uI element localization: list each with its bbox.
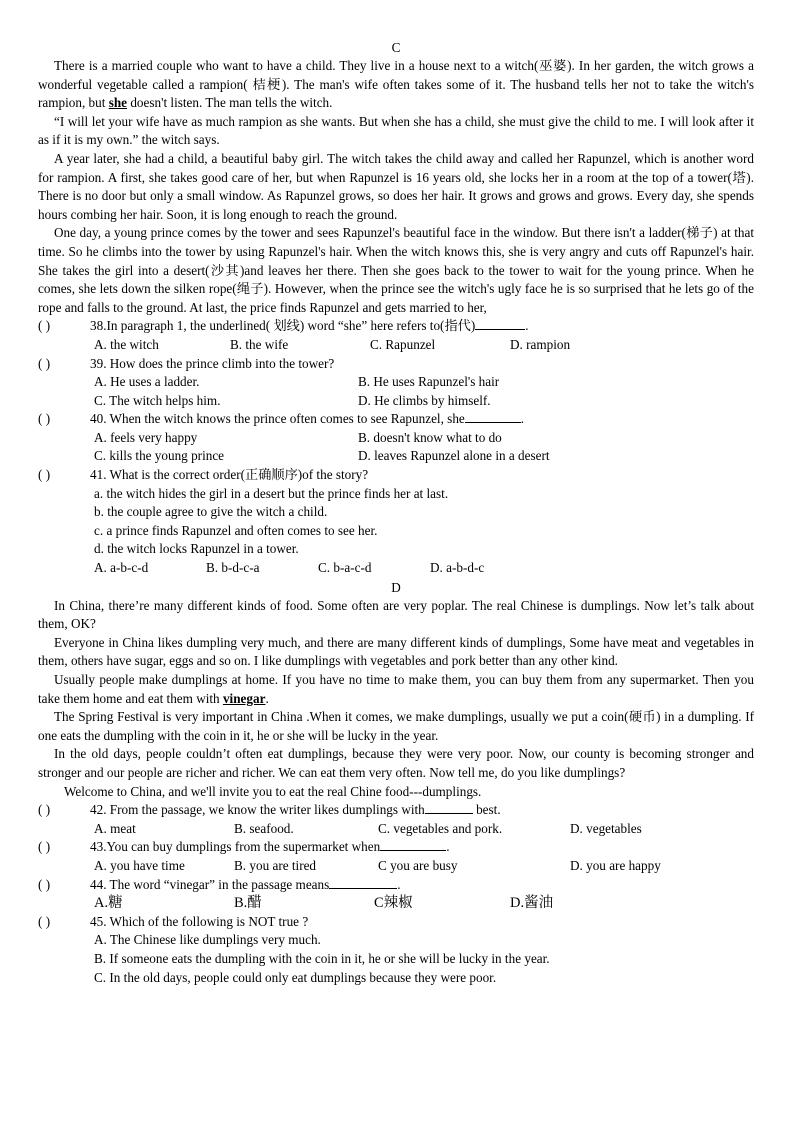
option-d: D. leaves Rapunzel alone in a desert bbox=[358, 448, 550, 464]
option-a: A. meat bbox=[94, 820, 136, 836]
fill-blank bbox=[425, 801, 473, 814]
options-41 bbox=[38, 559, 754, 578]
answer-blank[interactable]: ( ) bbox=[38, 802, 51, 818]
paragraph-text: Usually people make dumplings at home. If you have no time to make them, you can buy them from any supermarket. Then you take them home and eat them with bbox=[38, 672, 754, 706]
question-text: 41. What is the correct order(正确顺序)of the story? bbox=[90, 467, 369, 483]
options-42 bbox=[38, 820, 754, 839]
option-a: A. The Chinese like dumplings very much. bbox=[94, 932, 321, 948]
fill-blank bbox=[465, 410, 521, 423]
question-text: 44. The word “vinegar” in the passage means bbox=[90, 876, 330, 892]
option-b: B. you are tired bbox=[234, 857, 317, 873]
option-d: D. you are happy bbox=[570, 857, 661, 873]
answer-blank[interactable]: ( ) bbox=[38, 411, 51, 427]
passage-d-paragraph-6: Welcome to China, and we'll invite you to eat the real Chine food---dumplings. bbox=[64, 783, 482, 799]
story-event-d: d. the witch locks Rapunzel in a tower. bbox=[94, 541, 299, 557]
question-text: 43.You can buy dumplings from the supermarket when bbox=[90, 839, 381, 855]
question-end: . bbox=[397, 876, 401, 892]
option-b: B. doesn't know what to do bbox=[358, 429, 502, 445]
paragraph-text: There is a married couple who want to have a child. They live in a house next to a witch(巫婆). In her garden, the witch grows a wonderful vegetable called a rampion( 桔梗). The man's wife often takes some of it. The husband tells her not to take the witch's rampion, but bbox=[38, 58, 754, 111]
fill-blank bbox=[329, 876, 397, 889]
answer-blank[interactable]: ( ) bbox=[38, 876, 51, 892]
paragraph-text-end: doesn't listen. The man tells the witch. bbox=[130, 95, 333, 111]
question-39 bbox=[38, 355, 754, 374]
option-b: B. the wife bbox=[230, 336, 289, 352]
question-43 bbox=[38, 838, 754, 857]
option-b: B. If someone eats the dumpling with the coin in it, he or she will be lucky in the year. bbox=[94, 950, 550, 966]
option-a: A. a-b-c-d bbox=[94, 560, 149, 576]
answer-blank[interactable]: ( ) bbox=[38, 839, 51, 855]
question-40 bbox=[38, 410, 754, 429]
question-end: . bbox=[446, 839, 450, 855]
option-c: C. The witch helps him. bbox=[94, 392, 221, 408]
question-41 bbox=[38, 466, 754, 485]
option-d: D. rampion bbox=[510, 336, 571, 352]
fill-blank bbox=[475, 317, 525, 330]
option-d: D.酱油 bbox=[510, 895, 554, 912]
question-38 bbox=[38, 317, 754, 336]
options-43 bbox=[38, 857, 754, 876]
option-c: C. In the old days, people could only eat dumplings because they were poor. bbox=[94, 969, 497, 985]
underlined-word-she: she bbox=[108, 95, 128, 111]
paragraph-text-end: . bbox=[265, 690, 269, 706]
question-42 bbox=[38, 801, 754, 820]
section-d-title: D bbox=[391, 579, 401, 595]
option-d: D. vegetables bbox=[570, 820, 642, 836]
passage-c-paragraph-4: One day, a young prince comes by the tower and sees Rapunzel's beautiful face in the window. But there isn't a ladder(梯子) at that time. So he climbs into the tower by using Rapunzel's hair. When the witch knows this, she is very angry and cuts off Rapunzel's hair. She takes the girl into a desert(沙其)and leaves her there. Then she goes back to the tower to wait for the young prince. When he comes, she lets down the silken rope(绳子). However, when the prince see the witch's ugly face he is so surprised that he lets go of the rope and falls to the ground. At last, the price finds Rapunzel and gets married to her, bbox=[38, 225, 754, 315]
question-45 bbox=[38, 913, 754, 932]
question-end: . bbox=[520, 411, 525, 427]
answer-blank[interactable]: ( ) bbox=[38, 355, 51, 371]
story-event-a: a. the witch hides the girl in a desert but the prince finds her at last. bbox=[94, 485, 449, 501]
answer-blank[interactable]: ( ) bbox=[38, 318, 51, 334]
option-c: C. vegetables and pork. bbox=[378, 820, 503, 836]
option-a: A. feels very happy bbox=[94, 429, 198, 445]
option-c: C you are busy bbox=[378, 857, 458, 873]
option-d: D. He climbs by himself. bbox=[358, 392, 491, 408]
question-end: best. bbox=[472, 802, 501, 818]
options-38 bbox=[38, 336, 754, 355]
option-a: A. He uses a ladder. bbox=[94, 374, 200, 390]
answer-blank[interactable]: ( ) bbox=[38, 467, 51, 483]
option-b: B. seafood. bbox=[234, 820, 294, 836]
option-c: C. b-a-c-d bbox=[318, 560, 372, 576]
option-a: A. the witch bbox=[94, 336, 159, 352]
passage-d-paragraph-5: In the old days, people couldn’t often eat dumplings, because they were very poor. Now, our county is becoming stronger and stronger and our people are richer and richer. We can eat them very often. Now tell me, do you like dumplings? bbox=[38, 746, 754, 780]
option-b: B. He uses Rapunzel's hair bbox=[358, 374, 500, 390]
section-c-title: C bbox=[391, 40, 401, 55]
story-event-c: c. a prince finds Rapunzel and often comes to see her. bbox=[94, 522, 378, 538]
option-c: C. Rapunzel bbox=[370, 336, 436, 352]
question-text: 45. Which of the following is NOT true ? bbox=[90, 913, 309, 929]
question-text: 42. From the passage, we know the writer likes dumplings with bbox=[90, 802, 425, 818]
passage-d-paragraph-4: The Spring Festival is very important in China .When it comes, we make dumplings, usually we put a coin(硬币) in a dumpling. If one eats the dumpling with the coin in it, he or she will be lucky in the year. bbox=[38, 709, 754, 743]
passage-c-paragraph-3: A year later, she had a child, a beautiful baby girl. The witch takes the child away and called her Rapunzel, which is another word for rampion. A first, she takes good care of her, but when Rapunzel is 16 years old, she locks her in a room at the top of a tower(塔). There is no door but only a small window. As Rapunzel grows, so does her hair. It grows and grows and grows. Every day, she spends hours combing her hair. Soon, it is long enough to reach the ground. bbox=[38, 150, 754, 222]
options-40 bbox=[38, 429, 754, 466]
story-event-b: b. the couple agree to give the witch a child. bbox=[94, 504, 328, 520]
question-text: 39. How does the prince climb into the tower? bbox=[90, 355, 335, 371]
question-text: 40. When the witch knows the prince often comes to see Rapunzel, she bbox=[90, 411, 465, 427]
question-text: 38.In paragraph 1, the underlined( 划线) word “she” here refers to(指代) bbox=[90, 318, 476, 334]
answer-blank[interactable]: ( ) bbox=[38, 913, 51, 929]
question-end: . bbox=[525, 318, 529, 334]
fill-blank bbox=[380, 838, 446, 851]
worksheet-page bbox=[38, 38, 754, 987]
passage-d-paragraph-2: Everyone in China likes dumpling very much, and there are many different kinds of dumplings, Some have meat and vegetables in them, others have sugar, eggs and so on. I like dumplings with vegetables and pork better than any other kind. bbox=[38, 634, 754, 669]
option-c: C. kills the young prince bbox=[94, 448, 225, 464]
underlined-word-vinegar: vinegar bbox=[222, 690, 266, 706]
question-44 bbox=[38, 876, 754, 895]
options-44 bbox=[38, 894, 754, 913]
option-b: B.醋 bbox=[234, 895, 262, 912]
option-b: B. b-d-c-a bbox=[206, 560, 260, 576]
option-c: C辣椒 bbox=[374, 895, 413, 912]
passage-d-paragraph-1: In China, there’re many different kinds of food. Some often are very poplar. The real Chinese is dumplings. Now let’s talk about them, OK? bbox=[38, 597, 754, 632]
passage-d-paragraph-3 bbox=[38, 671, 754, 708]
passage-c-paragraph-1 bbox=[38, 57, 754, 113]
option-a: A. you have time bbox=[94, 857, 185, 873]
passage-c-paragraph-2: “I will let your wife have as much rampion as she wants. But when she has a child, she must give the child to me. I will look after it as if it is my own.” the witch says. bbox=[38, 113, 754, 148]
option-d: D. a-b-d-c bbox=[430, 560, 485, 576]
option-a: A.糖 bbox=[94, 895, 123, 912]
options-39 bbox=[38, 373, 754, 410]
